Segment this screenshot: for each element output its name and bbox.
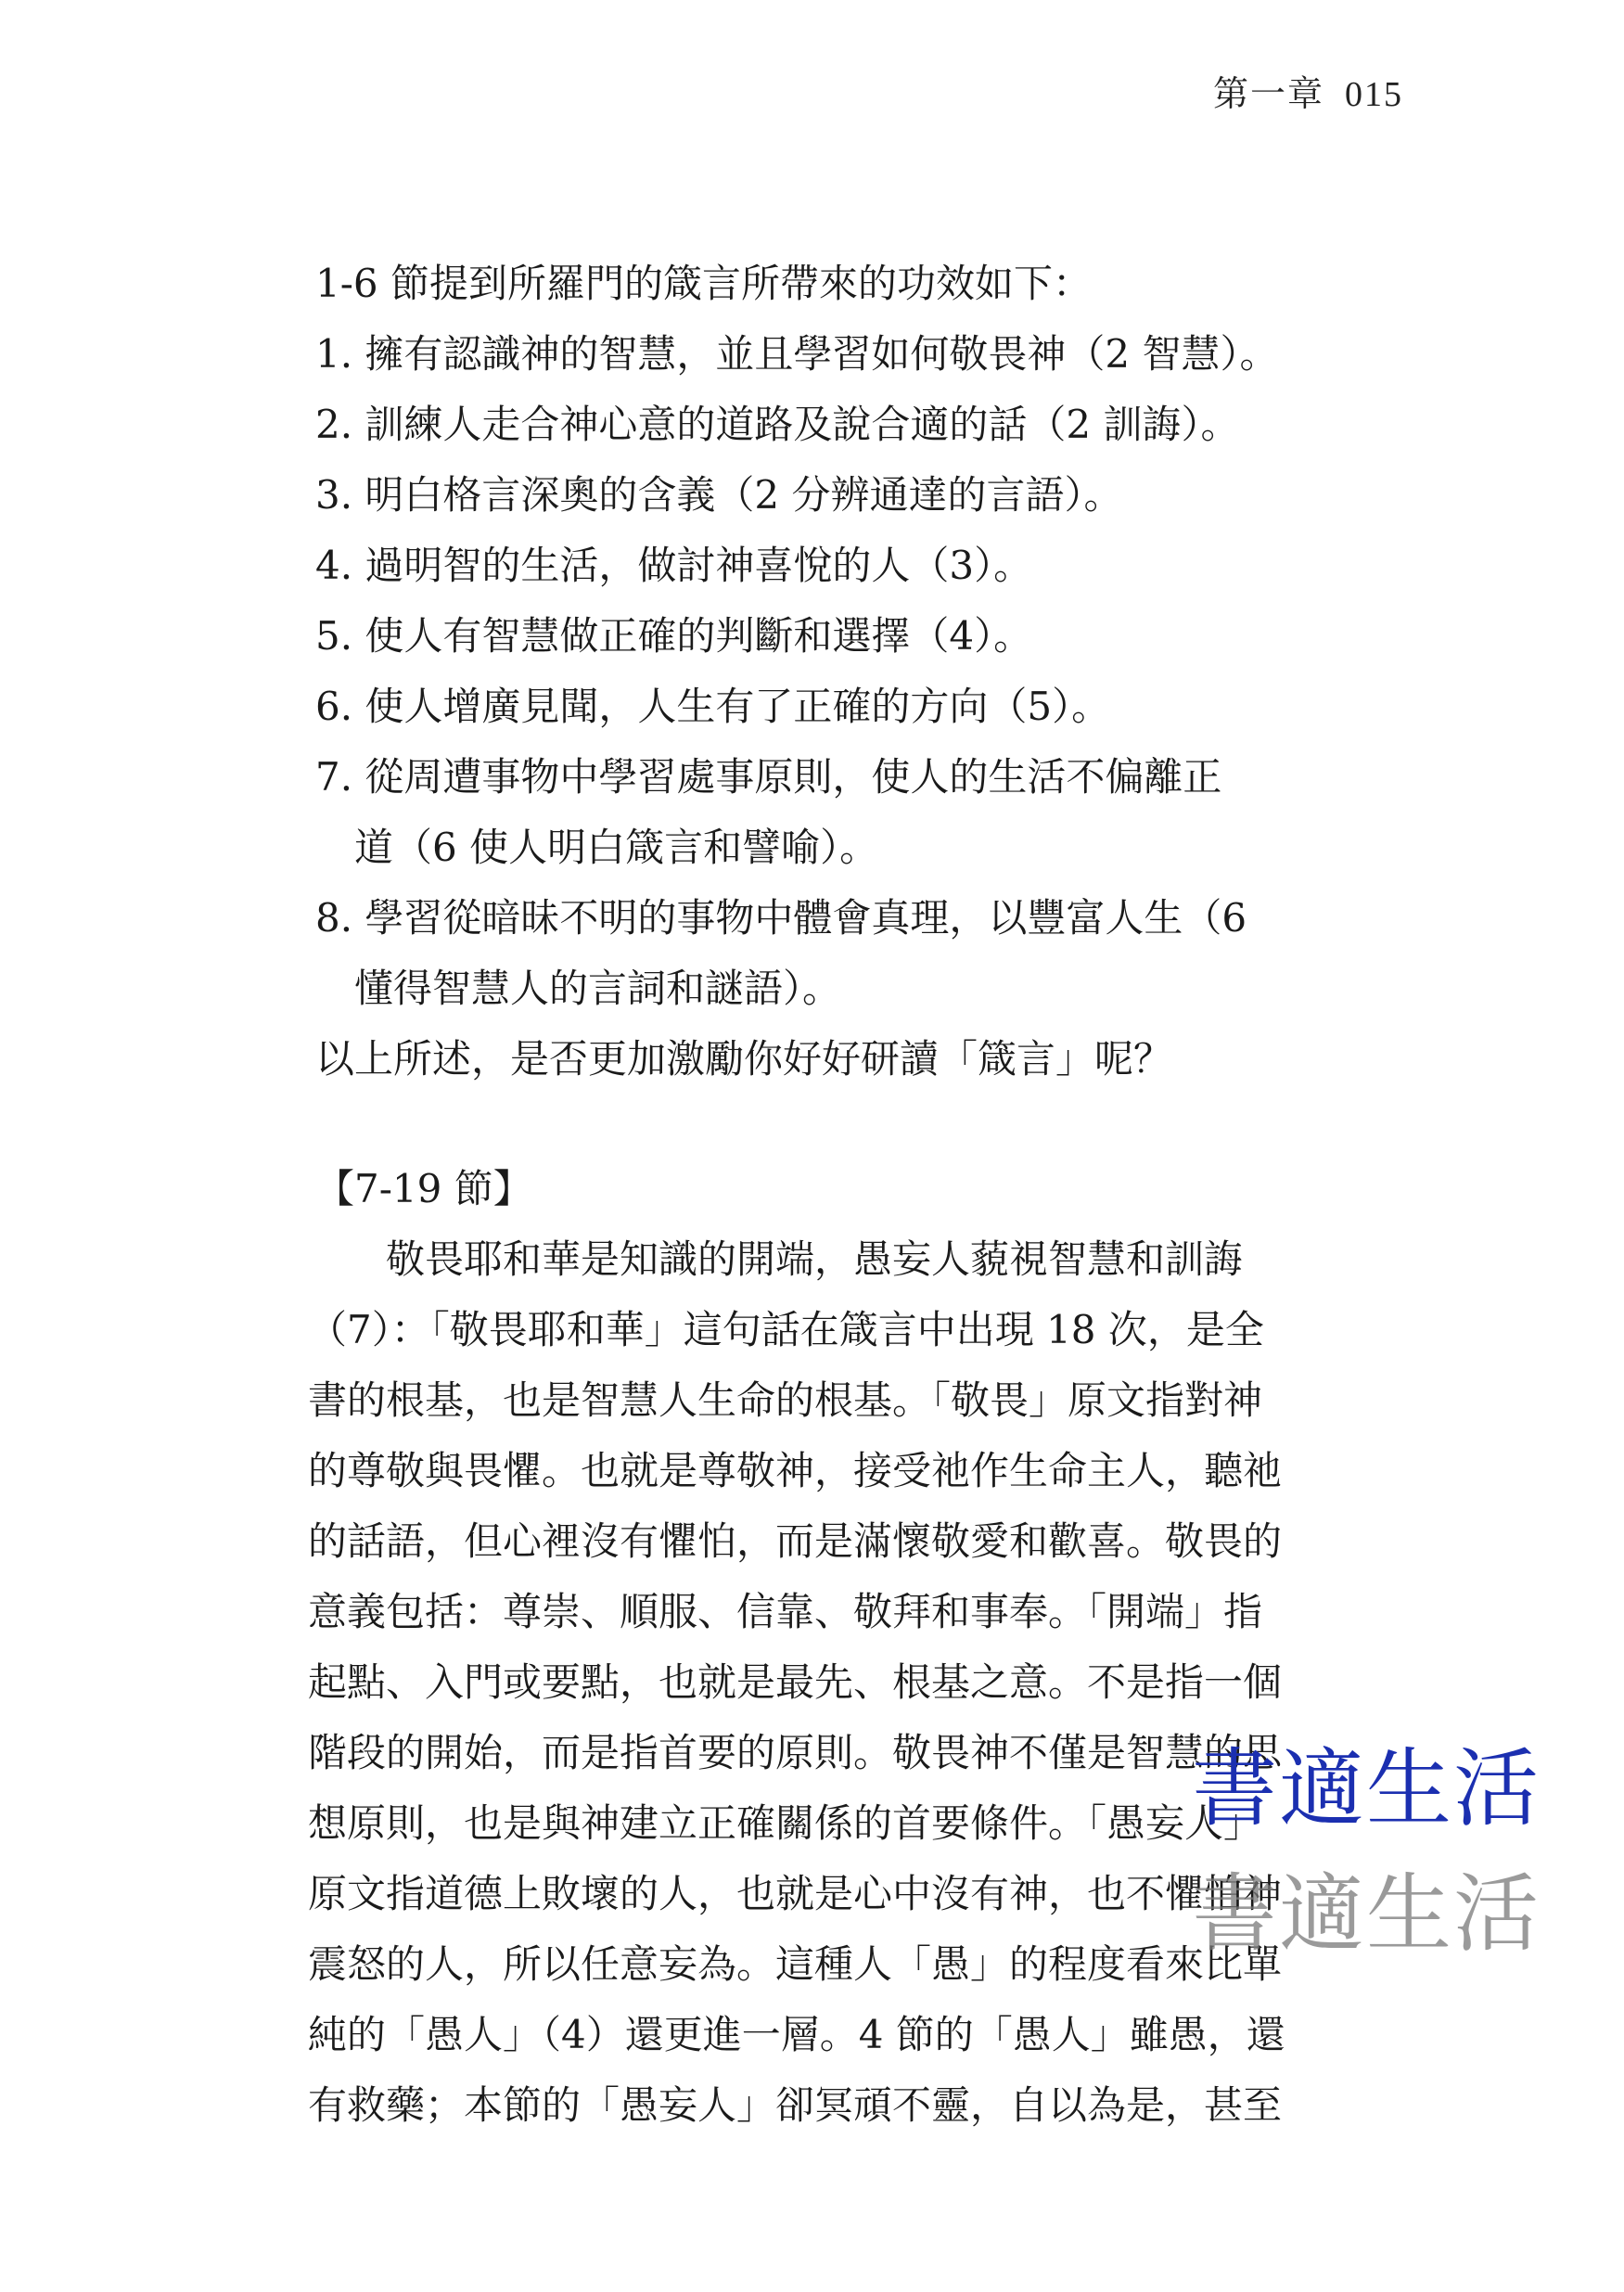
list-item: 4. 過明智的生活，做討神喜悅的人（3）。 (315, 543, 1033, 588)
list-item: 2. 訓練人走合神心意的道路及說合適的話（2 訓誨）。 (315, 402, 1240, 447)
body-line: 震怒的人，所以任意妄為。這種人「愚」的程度看來比單 (308, 1941, 1283, 1987)
list-item: 8. 學習從暗昧不明的事物中體會真理，以豐富人生（6 (315, 895, 1247, 941)
watermark-secondary: 書適生活 (1192, 1864, 1541, 1964)
body-line: （7）：「敬畏耶和華」這句話在箴言中出現 18 次，是全 (308, 1307, 1264, 1352)
list-item: 6. 使人增廣見聞，人生有了正確的方向（5）。 (315, 684, 1111, 729)
list-item: 5. 使人有智慧做正確的判斷和選擇（4）。 (315, 613, 1033, 659)
body-line: 純的「愚人」（4）還更進一層。4 節的「愚人」雖愚，還 (308, 2012, 1285, 2057)
section-heading: 【7-19 節】 (315, 1166, 532, 1211)
body-line: 原文指道德上敗壞的人，也就是心中沒有神，也不懼怕神 (308, 1871, 1283, 1916)
page-number: 015 (1345, 75, 1403, 114)
list-item: 7. 從周遭事物中學習處事原則，使人的生活不偏離正 (315, 754, 1222, 800)
page-header (1213, 65, 1403, 116)
intro-block (315, 249, 1410, 1095)
list-item: 1. 擁有認識神的智慧，並且學習如何敬畏神（2 智慧）。 (315, 331, 1279, 377)
list-item-continuation: 道（6 使人明白箴言和譬喻）。 (354, 825, 879, 870)
body-line: 起點、入門或要點，也就是最先、根基之意。不是指一個 (308, 1659, 1283, 1705)
intro-heading: 1-6 節提到所羅門的箴言所帶來的功效如下： (315, 261, 1092, 306)
body-line: 敬畏耶和華是知識的開端，愚妄人藐視智慧和訓誨 (308, 1236, 1244, 1282)
section-heading-block (315, 1154, 1410, 1224)
watermark-primary: 書適生活 (1192, 1739, 1541, 1838)
list-item-continuation: 懂得智慧人的言詞和謎語）。 (354, 966, 842, 1011)
chapter-title: 第一章 (1212, 73, 1324, 114)
body-line: 意義包括：尊崇、順服、信靠、敬拜和事奉。「開端」指 (308, 1589, 1263, 1634)
body-line: 的話語，但心裡沒有懼怕，而是滿懷敬愛和歡喜。敬畏的 (308, 1518, 1283, 1564)
intro-closing: 以上所述，是否更加激勵你好好研讀「箴言」呢？ (315, 1036, 1173, 1082)
body-line: 的尊敬與畏懼。也就是尊敬神，接受祂作生命主人，聽祂 (308, 1448, 1283, 1493)
section-body (308, 1224, 1421, 2141)
list-item: 3. 明白格言深奧的含義（2 分辨通達的言語）。 (315, 472, 1123, 518)
body-line: 有救藥；本節的「愚妄人」卻冥頑不靈，自以為是，甚至 (308, 2082, 1283, 2128)
body-line: 階段的開始，而是指首要的原則。敬畏神不僅是智慧的思 (308, 1730, 1283, 1775)
body-line: 想原則，也是與神建立正確關係的首要條件。「愚妄人」 (308, 1800, 1263, 1846)
body-line: 書的根基，也是智慧人生命的根基。「敬畏」原文指對神 (308, 1377, 1263, 1423)
